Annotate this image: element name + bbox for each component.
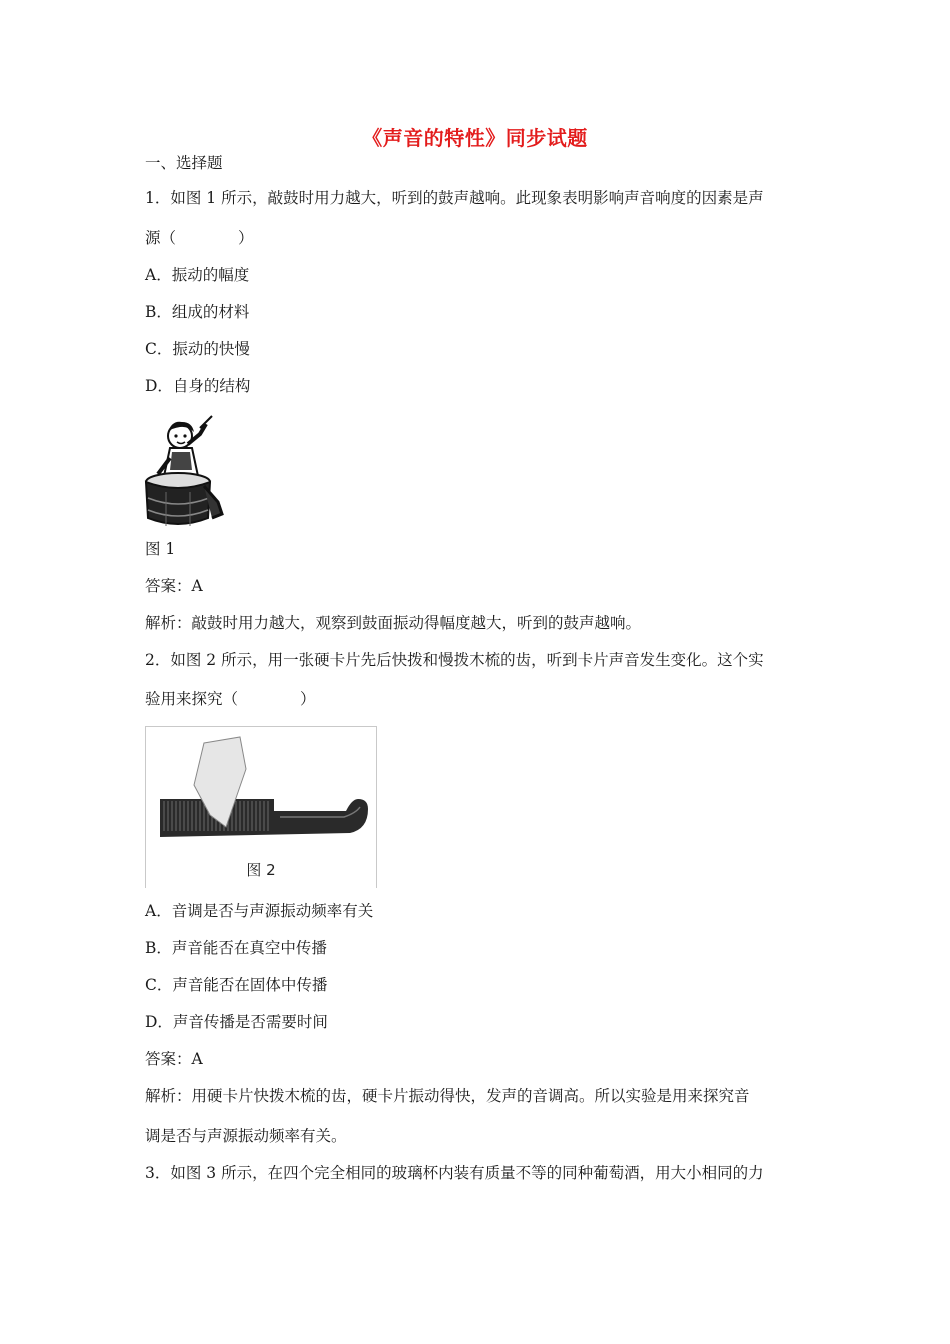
q3-stem-line1: 3．如图 3 所示，在四个完全相同的玻璃杯内装有质量不等的同种葡萄酒，用大小相同的力 (145, 1164, 764, 1182)
q2-analysis-line2: 调是否与声源振动频率有关。 (145, 1127, 347, 1145)
q2-option-a: A．音调是否与声源振动频率有关 (145, 902, 374, 920)
q1-stem-line1: 1．如图 1 所示，敲鼓时用力越大，听到的鼓声越响。此现象表明影响声音响度的因素是声 (145, 189, 764, 207)
q1-option-a: A．振动的幅度 (145, 266, 250, 284)
page-title: 《声音的特性》同步试题 (362, 126, 588, 150)
q2-option-b: B．声音能否在真空中传播 (145, 939, 327, 957)
q1-stem-line2: 源（ ） (145, 229, 254, 247)
comb-figure (145, 726, 377, 888)
q2-answer: 答案：A (145, 1050, 203, 1068)
q2-stem-line1: 2．如图 2 所示，用一张硬卡片先后快拨和慢拨木梳的齿，听到卡片声音发生变化。这个实 (145, 651, 764, 669)
q2-option-d: D．声音传播是否需要时间 (145, 1013, 328, 1031)
q1-option-d: D．自身的结构 (145, 377, 251, 395)
q2-figure-label: 图 2 (246, 861, 276, 879)
section-heading: 一、选择题 (145, 154, 223, 172)
q1-option-c: C．振动的快慢 (145, 340, 250, 358)
drum-figure (142, 414, 224, 532)
q2-analysis-line1: 解析：用硬卡片快拨木梳的齿，硬卡片振动得快，发声的音调高。所以实验是用来探究音 (145, 1087, 750, 1105)
q1-answer: 答案：A (145, 577, 203, 595)
q1-figure-caption: 图 1 (145, 540, 176, 558)
q1-option-b: B．组成的材料 (145, 303, 250, 321)
q2-option-c: C．声音能否在固体中传播 (145, 976, 328, 994)
q2-stem-line2: 验用来探究（ ） (145, 690, 316, 708)
q1-analysis: 解析：敲鼓时用力越大，观察到鼓面振动得幅度越大，听到的鼓声越响。 (145, 614, 642, 632)
